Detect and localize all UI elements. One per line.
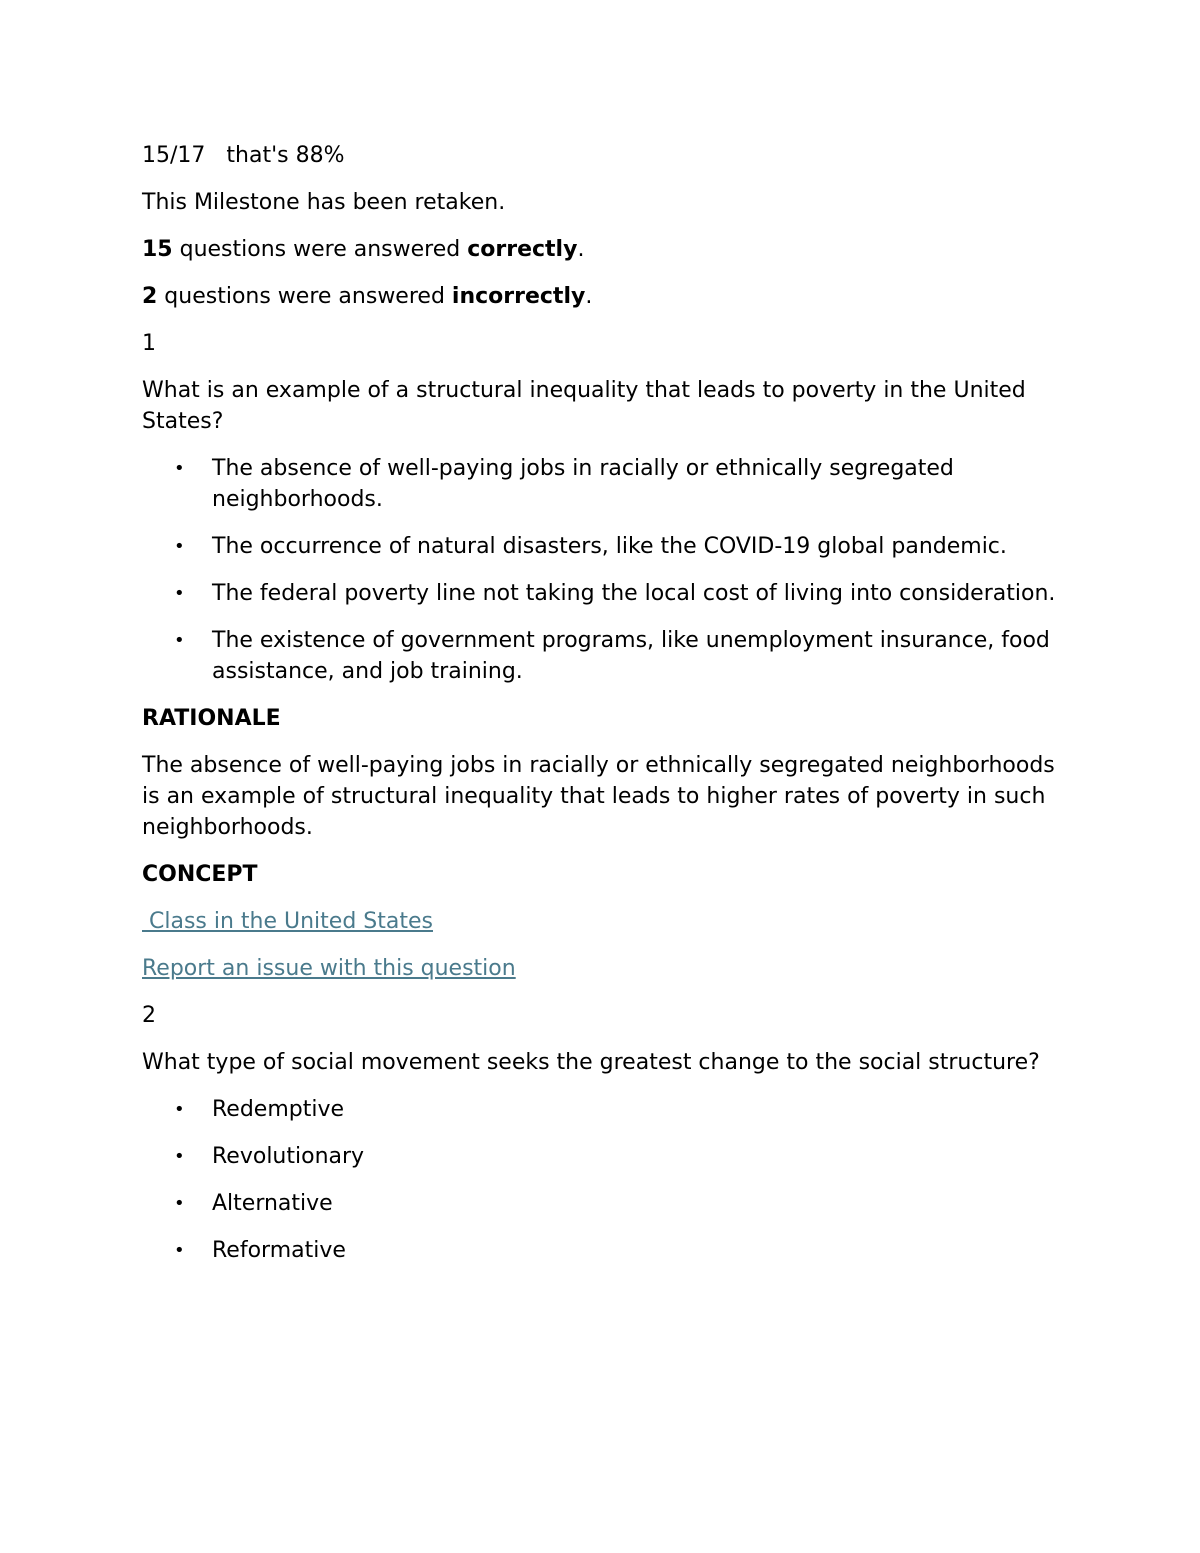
correct-count: 15: [142, 237, 173, 262]
answer-option: [142, 625, 1062, 687]
incorrect-middle-text: questions were answered: [157, 284, 452, 309]
answer-option-text: Revolutionary: [212, 1144, 365, 1169]
bullet-icon: •: [174, 1099, 185, 1120]
concept-link-paragraph: [142, 906, 1062, 937]
correct-middle-text: questions were answered: [172, 237, 468, 262]
retaken-notice: This Milestone has been retaken.: [142, 190, 506, 215]
question-prompt: What type of social movement seeks the greatest change to the social structure?: [142, 1050, 1040, 1075]
answer-option: [142, 1235, 1062, 1266]
question-number: 2: [142, 1003, 156, 1028]
answer-options: [142, 1094, 1062, 1266]
bullet-icon: •: [174, 583, 185, 604]
answer-option: [142, 1094, 1062, 1125]
answer-option: [142, 1188, 1062, 1219]
answer-option: [142, 1141, 1062, 1172]
document-page: [142, 140, 1062, 1282]
question-prompt: What is an example of a structural inequality that leads to poverty in the United States?: [142, 378, 1026, 434]
answer-option-text: Reformative: [212, 1238, 346, 1263]
score-line: [142, 140, 1062, 171]
answer-option-text: Redemptive: [212, 1097, 345, 1122]
bullet-icon: •: [174, 1240, 185, 1261]
incorrect-end: .: [585, 284, 593, 309]
bullet-icon: •: [174, 1193, 185, 1214]
answer-option: [142, 453, 1062, 515]
incorrect-count: 2: [142, 284, 158, 309]
score-fraction: 15/17: [142, 143, 206, 168]
bullet-icon: •: [174, 1146, 185, 1167]
rationale-text: The absence of well-paying jobs in racially or ethnically segregated neighborhoods is an example of structural inequality that leads to higher rates of poverty in such neighborhoods.: [142, 753, 1055, 840]
incorrect-emphasis: incorrectly: [451, 284, 586, 309]
score-percent: that's 88%: [226, 143, 345, 168]
answer-option: [142, 531, 1062, 562]
correct-emphasis: correctly: [467, 237, 578, 262]
concept-link[interactable]: Class in the United States: [142, 909, 433, 934]
bullet-icon: •: [174, 630, 185, 651]
answer-option: [142, 578, 1062, 609]
bullet-icon: •: [174, 536, 185, 557]
concept-heading: CONCEPT: [142, 862, 258, 887]
answer-option-text: The federal poverty line not taking the local cost of living into consideration.: [212, 581, 1056, 606]
report-issue-link[interactable]: Report an issue with this question: [142, 956, 516, 981]
answer-options: [142, 453, 1062, 687]
answer-option-text: The absence of well-paying jobs in racially or ethnically segregated neighborhoods.: [212, 456, 954, 512]
rationale-heading: RATIONALE: [142, 706, 281, 731]
answer-option-text: Alternative: [212, 1191, 333, 1216]
answer-option-text: The existence of government programs, like unemployment insurance, food assistance, and job training.: [212, 628, 1050, 684]
bullet-icon: •: [174, 458, 185, 479]
answer-option-text: The occurrence of natural disasters, like the COVID-19 global pandemic.: [212, 534, 1007, 559]
incorrect-summary: [142, 281, 1062, 312]
correct-end: .: [577, 237, 585, 262]
report-link-paragraph: [142, 953, 1062, 984]
correct-summary: [142, 234, 1062, 265]
question-number: 1: [142, 331, 156, 356]
